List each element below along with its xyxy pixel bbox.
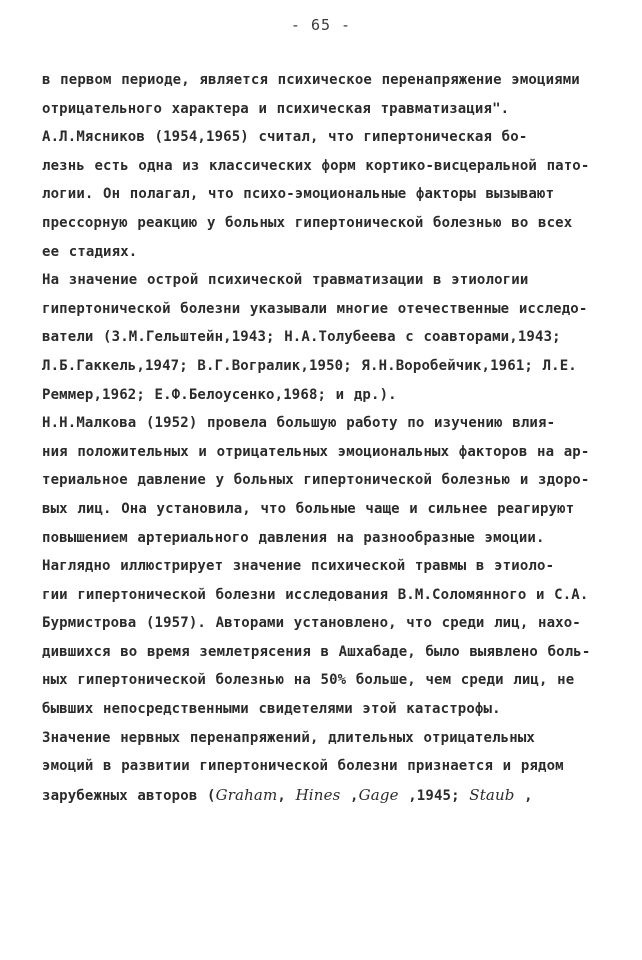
text-line: Н.Н.Малкова (1952) провела большую работу по изучению влия- — [42, 415, 556, 432]
text-line: в первом периоде, является психическое перенапряжение эмоциями — [42, 72, 580, 88]
text-line: гии гипертонической болезни исследования В.М.Соломянного и С.А. — [42, 586, 589, 603]
text-line: повышением артериального давления на разнообразные эмоции. — [42, 529, 545, 546]
separator: ,1945; — [398, 787, 470, 804]
handwritten-author-name: Gage — [358, 785, 399, 804]
text-line: Значение нервных перенапряжений, длительных отрицательных — [42, 729, 535, 746]
text-line-last — [42, 781, 602, 811]
text-line: вых лиц. Она установила, что больные чаще и сильнее реагируют — [42, 500, 575, 517]
document-body — [42, 66, 602, 810]
text-line: Наглядно иллюстрирует значение психической травмы в этиоло- — [42, 558, 555, 575]
text-line: А.Л.Мясников (1954,1965) считал, что гипертоническая бо- — [42, 129, 528, 146]
last-line-prefix: зарубежных авторов ( — [42, 787, 216, 804]
text-line: логии. Он полагал, что психо-эмоциональные факторы вызывают — [42, 186, 555, 203]
text-line: ния положительных и отрицательных эмоциональных факторов на ар- — [42, 443, 590, 460]
text-line: Реммер,1962; Е.Ф.Белоусенко,1968; и др.). — [42, 386, 397, 403]
separator: , — [277, 787, 296, 804]
handwritten-author-name: Staub — [469, 785, 515, 804]
text-line: бывших непосредственными свидетелями этой катастрофы. — [42, 701, 501, 718]
text-line: гипертонической болезни указывали многие отечественные исследо- — [42, 300, 588, 317]
text-line: прессорную реакцию у больных гипертонической болезнью во всех — [42, 214, 573, 231]
text-line: Бурмистрова (1957). Авторами установлено, что среди лиц, нахо- — [42, 615, 581, 632]
text-line: отрицательного характера и психическая травматизация". — [42, 100, 510, 117]
separator: , — [340, 787, 359, 804]
text-line: ватели (З.М.Гельштейн,1943; Н.А.Толубеева с соавторами,1943; — [42, 329, 561, 346]
text-line: териальное давление у больных гипертонической болезнью и здоро- — [42, 472, 590, 489]
text-line: ных гипертонической болезнью на 50% больше, чем среди лиц, не — [42, 672, 575, 689]
handwritten-author-name: Graham — [215, 785, 278, 804]
text-line: эмоций в развитии гипертонической болезни признается и рядом — [42, 758, 564, 775]
text-line: ее стадиях. — [42, 243, 138, 260]
page-number: - 65 - — [290, 16, 352, 34]
text-line: лезнь есть одна из классических форм кортико-висцеральной пато- — [42, 157, 590, 174]
text-line: На значение острой психической травматизации в этиологии — [42, 272, 529, 289]
handwritten-author-name: Hines — [295, 785, 341, 804]
text-line: дившихся во время землетрясения в Ашхабаде, было выявлено боль- — [42, 643, 591, 660]
text-line: Л.Б.Гаккель,1947; В.Г.Вогралик,1950; Я.Н.Воробейчик,1961; Л.Е. — [42, 357, 577, 374]
separator: , — [514, 787, 533, 804]
